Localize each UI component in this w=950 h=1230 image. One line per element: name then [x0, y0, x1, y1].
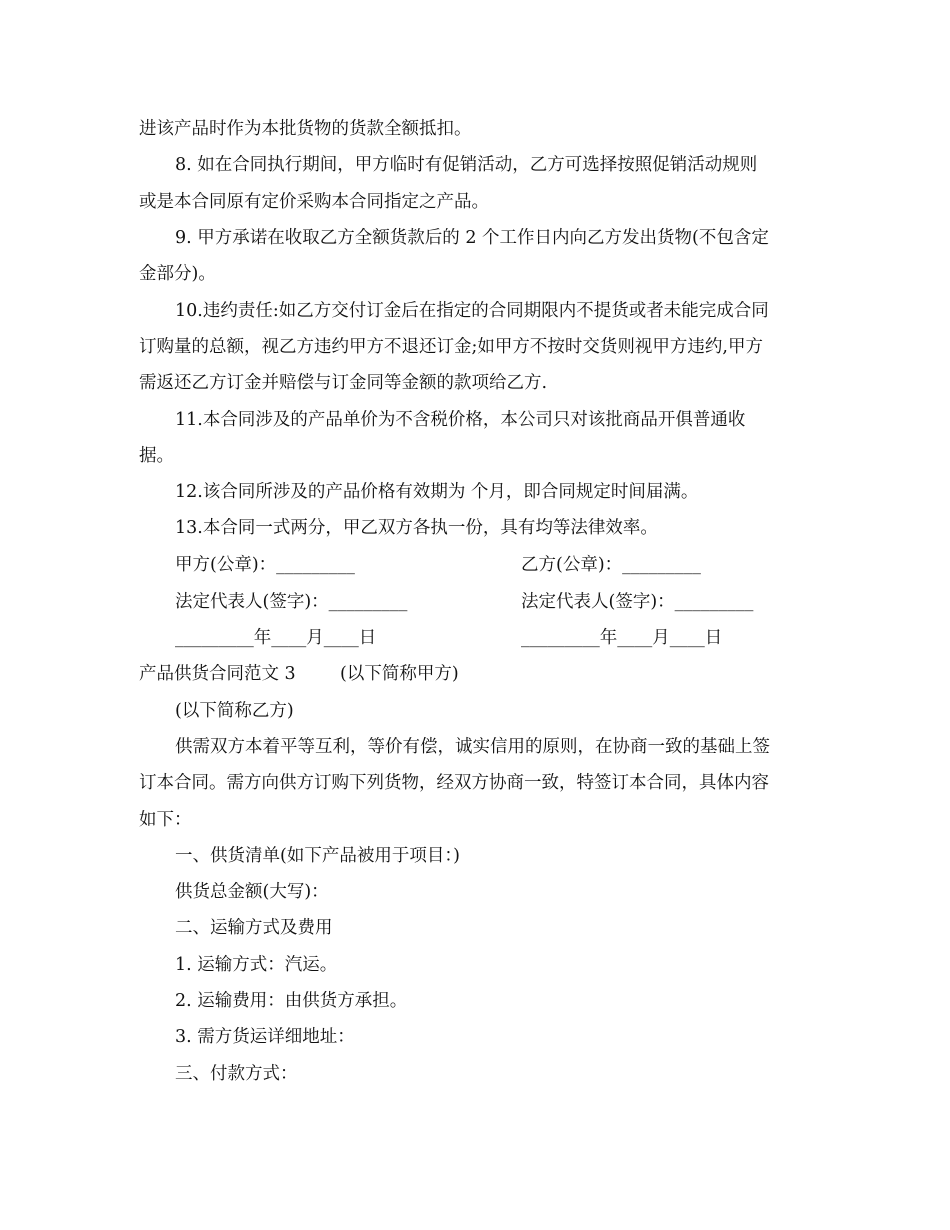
party-a-representative: 法定代表人(签字)：_________ — [175, 592, 408, 612]
supply-list-heading: 一、供货清单(如下产品被用于项目：) — [175, 846, 460, 866]
clause-9-cont: 金部分)。 — [139, 264, 216, 284]
clause-10-cont-2: 需返还乙方订金并赔偿与订金同等金额的款项给乙方. — [139, 373, 548, 393]
total-amount: 供货总金额(大写)： — [175, 882, 329, 902]
clause-11-cont: 据。 — [139, 446, 174, 466]
transport-cost: 2. 运输费用：由供货方承担。 — [175, 991, 408, 1011]
clause-12: 12.该合同所涉及的产品价格有效期为 个月，即合同规定时间届满。 — [175, 482, 699, 502]
party-a-date: _________年____月____日 — [175, 628, 377, 648]
intro-line-2: 订本合同。需方向供方订购下列货物，经双方协商一致，特签订本合同，具体内容 — [139, 773, 769, 793]
party-a-note: (以下简称甲方) — [340, 664, 459, 684]
clause-13: 13.本合同一式两分，甲乙双方各执一份，具有均等法律效率。 — [175, 518, 658, 538]
clause-10: 10.违约责任:如乙方交付订金后在指定的合同期限内不提货或者未能完成合同 — [175, 301, 769, 321]
clause-9: 9. 甲方承诺在收取乙方全额货款后的 2 个工作日内向乙方发出货物(不包含定 — [175, 228, 769, 248]
paragraph-continuation: 进该产品时作为本批货物的货款全额抵扣。 — [139, 119, 472, 139]
transport-heading: 二、运输方式及费用 — [175, 918, 333, 938]
party-b-seal: 乙方(公章)：_________ — [521, 555, 701, 575]
transport-method: 1. 运输方式：汽运。 — [175, 955, 338, 975]
clause-11: 11.本合同涉及的产品单价为不含税价格，本公司只对该批商品开俱普通收 — [175, 410, 746, 430]
party-b-date: _________年____月____日 — [521, 628, 723, 648]
party-a-seal: 甲方(公章)：_________ — [175, 555, 355, 575]
payment-heading: 三、付款方式： — [175, 1064, 298, 1084]
clause-8: 8. 如在合同执行期间，甲方临时有促销活动，乙方可选择按照促销活动规则 — [175, 155, 758, 175]
delivery-address: 3. 需方货运详细地址： — [175, 1027, 355, 1047]
intro-line-3: 如下： — [139, 810, 192, 830]
intro-line-1: 供需双方本着平等互利，等价有偿，诚实信用的原则，在协商一致的基础上签 — [175, 737, 770, 757]
clause-8-cont: 或是本合同原有定价采购本合同指定之产品。 — [139, 192, 489, 212]
clause-10-cont-1: 订购量的总额，视乙方违约甲方不退还订金;如甲方不按时交货则视甲方违约,甲方 — [139, 337, 763, 357]
party-b-note: (以下简称乙方) — [175, 701, 294, 721]
party-b-representative: 法定代表人(签字)：_________ — [521, 592, 754, 612]
section-title: 产品供货合同范文 3 — [139, 664, 296, 684]
